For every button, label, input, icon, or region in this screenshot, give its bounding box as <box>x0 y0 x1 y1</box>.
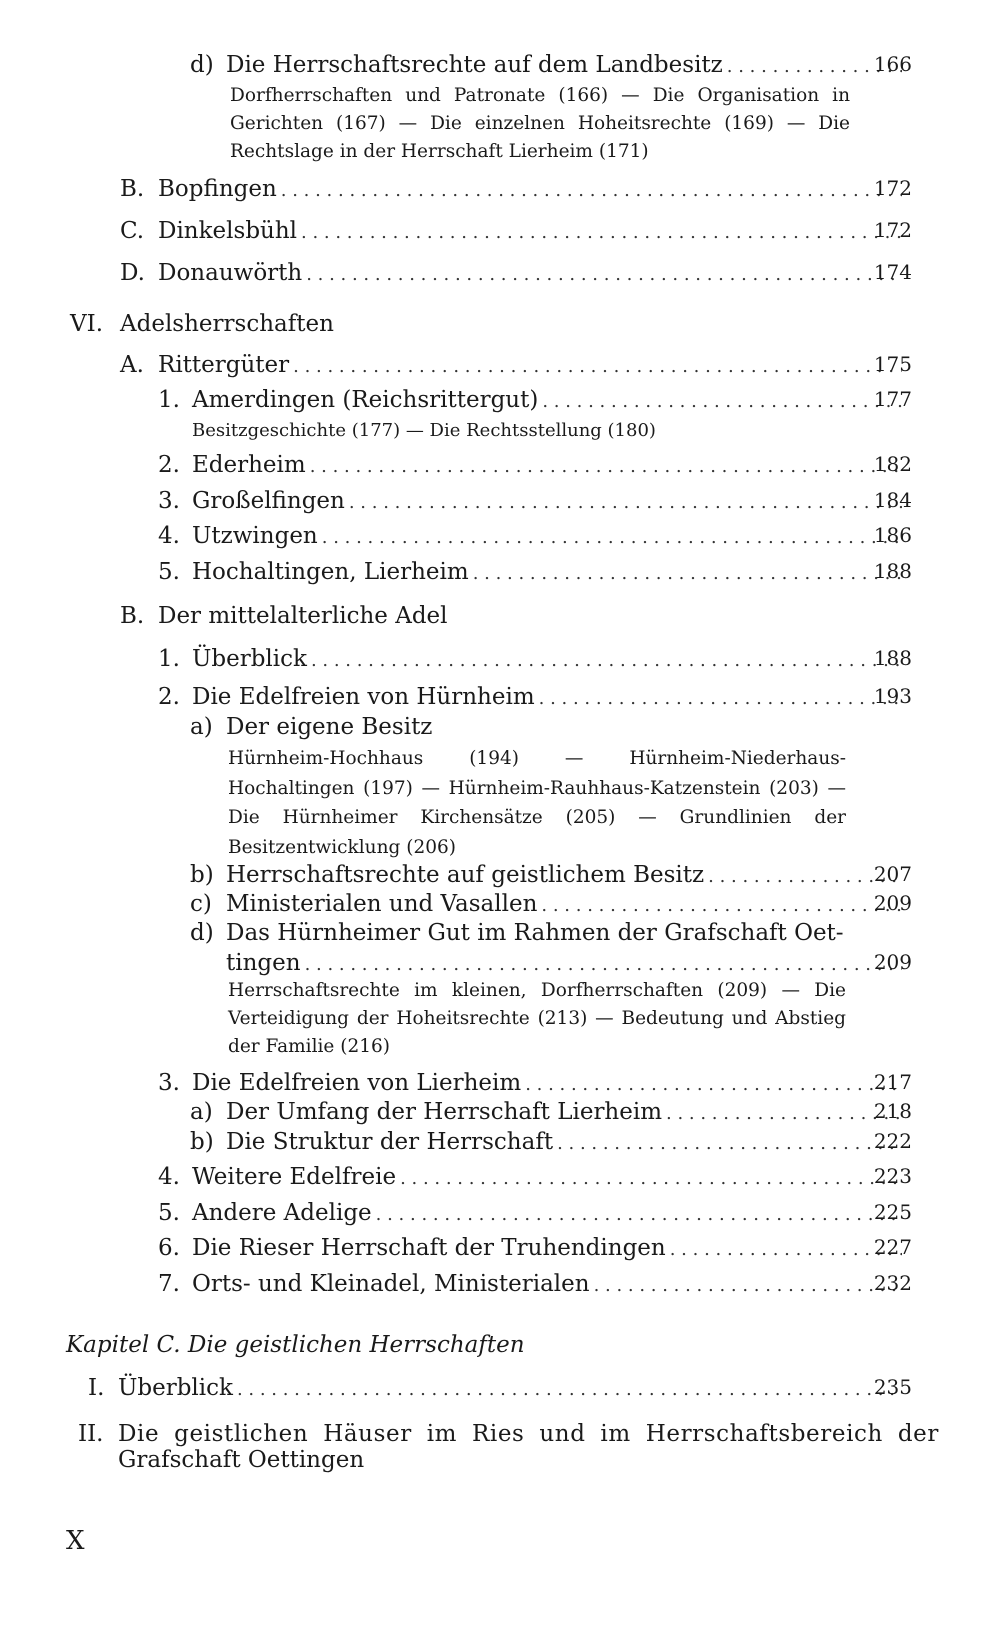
page-ref: 235 <box>873 1375 912 1399</box>
toc-entry-continuation <box>226 950 912 976</box>
leader-dots <box>594 1275 902 1296</box>
page-ref: 218 <box>873 1099 912 1123</box>
entry-label: B. <box>120 603 145 629</box>
entry-title: Die Struktur der Herrschaft <box>226 1129 554 1155</box>
section-heading <box>120 603 448 629</box>
entry-label: 7. <box>158 1271 180 1297</box>
entry-title: Weitere Edelfreie <box>192 1164 397 1190</box>
leader-dots <box>293 356 902 377</box>
entry-title: Die Edelfreien von Lierheim <box>192 1070 522 1096</box>
entry-label: II. <box>78 1421 104 1447</box>
entry-label: B. <box>120 176 145 202</box>
leader-dots <box>539 688 902 709</box>
entry-title: Ederheim <box>192 452 306 478</box>
chapter-heading: Kapitel C. Die geistlichen Herrschaften <box>66 1332 525 1358</box>
entry-title: Die Edelfreien von Hürnheim <box>192 684 535 710</box>
entry-label: d) <box>190 920 214 946</box>
entry-label: A. <box>120 352 144 378</box>
toc-entry <box>190 52 912 78</box>
entry-label: 4. <box>158 523 180 549</box>
toc-entry <box>78 1421 939 1447</box>
leader-dots <box>666 1103 902 1124</box>
entry-label: 5. <box>158 559 180 585</box>
entry-subtopics: Herrschaftsrechte im kleinen, Dorfherrschaften (209) — Die Verteidigung der Hoheitsrechte (213) — Bedeutung und Abstieg der Familie (216) <box>228 980 846 1057</box>
page-ref: 188 <box>873 646 912 670</box>
entry-label: 2. <box>158 684 180 710</box>
entry-subtopics: Besitzgeschichte (177) — Die Rechtsstellung (180) <box>192 420 656 441</box>
entry-title: Rittergüter <box>158 352 290 378</box>
entry-label: 5. <box>158 1200 180 1226</box>
entry-label: 4. <box>158 1164 180 1190</box>
entry-title: Der Umfang der Herrschaft Lierheim <box>226 1099 663 1125</box>
entry-title: Die Herrschaftsrechte auf dem Landbesitz <box>226 52 723 78</box>
entry-title: Das Hürnheimer Gut im Rahmen der Grafschaft Oet- <box>226 920 844 946</box>
entry-title: Der eigene Besitz <box>226 714 433 740</box>
leader-dots <box>541 895 902 916</box>
entry-label: a) <box>190 714 213 740</box>
page-ref: 172 <box>873 218 912 242</box>
toc-entry <box>120 218 912 244</box>
toc-entry <box>158 684 912 710</box>
toc-entry <box>190 714 432 740</box>
entry-title: Grafschaft Oettingen <box>118 1447 365 1473</box>
toc-entry <box>158 488 912 514</box>
page-ref: 217 <box>873 1070 912 1094</box>
toc-entry <box>120 352 912 378</box>
page-ref: 188 <box>873 559 912 583</box>
entry-label: 1. <box>158 646 180 672</box>
entry-title: Herrschaftsrechte auf geistlichem Besitz <box>226 862 705 888</box>
toc-entry <box>158 559 912 585</box>
page-ref: 186 <box>873 523 912 547</box>
entry-title: Großelfingen <box>192 488 345 514</box>
toc-entry <box>158 452 912 478</box>
entry-title: Orts- und Kleinadel, Ministerialen <box>192 1271 590 1297</box>
page-ref: 223 <box>873 1164 912 1188</box>
entry-title: Adelsherrschaften <box>120 311 334 337</box>
page-ref: 193 <box>873 684 912 708</box>
entry-subtopics: Hürnheim-Hochhaus (194) — Hürnheim-Niederhaus-Hochaltingen (197) — Hürnheim-Rauhhaus-Katzenstein (203) — Die Hürnheimer Kirchensätze (205) — Grundlinien der Besitzentwicklung (206) <box>228 748 846 858</box>
leader-dots <box>311 650 902 671</box>
toc-entry <box>190 862 912 888</box>
toc-entry <box>158 1235 912 1261</box>
leader-dots <box>557 1133 902 1154</box>
entry-label: c) <box>190 891 212 917</box>
leader-dots <box>376 1204 902 1225</box>
entry-label: VI. <box>70 311 104 337</box>
toc-entry <box>158 646 912 672</box>
entry-title: tingen <box>226 950 301 976</box>
entry-label: d) <box>190 52 214 78</box>
entry-title: Die geistlichen Häuser im Ries und im Herrschaftsbereich der <box>118 1421 939 1447</box>
entry-label: a) <box>190 1099 213 1125</box>
leader-dots <box>349 492 902 513</box>
entry-label: C. <box>120 218 145 244</box>
toc-entry <box>120 260 912 286</box>
leader-dots <box>310 456 902 477</box>
page-ref: 175 <box>873 352 912 376</box>
entry-title: Andere Adelige <box>192 1200 372 1226</box>
leader-dots <box>473 563 902 584</box>
entry-title: Bopfingen <box>158 176 277 202</box>
page-ref: 172 <box>873 176 912 200</box>
page-ref: 207 <box>873 862 912 886</box>
entry-title: Hochaltingen, Lierheim <box>192 559 469 585</box>
toc-entry <box>120 176 912 202</box>
page-ref: 222 <box>873 1129 912 1153</box>
toc-entry-continuation <box>118 1447 364 1473</box>
page-ref: 174 <box>873 260 912 284</box>
leader-dots <box>400 1168 902 1189</box>
section-heading <box>70 311 334 337</box>
toc-entry <box>88 1375 912 1401</box>
entry-subtopics: Dorfherrschaften und Patronate (166) — Die Organisation in Gerichten (167) — Die einzelnen Hoheitsrechte (169) — Die Rechtslage in der Herrschaft Lierheim (171) <box>230 85 850 162</box>
leader-dots <box>525 1074 902 1095</box>
entry-label: b) <box>190 862 214 888</box>
entry-title: Amerdingen (Reichsrittergut) <box>192 387 539 413</box>
entry-label: 1. <box>158 387 180 413</box>
toc-entry <box>158 523 912 549</box>
page-ref: 227 <box>873 1235 912 1259</box>
page-ref: 209 <box>873 891 912 915</box>
entry-label: 3. <box>158 1070 180 1096</box>
entry-label: 6. <box>158 1235 180 1261</box>
leader-dots <box>542 391 902 412</box>
toc-entry <box>190 1099 912 1125</box>
leader-dots <box>281 180 902 201</box>
leader-dots <box>306 264 902 285</box>
page-ref: 225 <box>873 1200 912 1224</box>
toc-entry <box>158 1164 912 1190</box>
leader-dots <box>301 222 902 243</box>
toc-entry <box>190 920 844 946</box>
leader-dots <box>237 1379 902 1400</box>
page-ref: 184 <box>873 488 912 512</box>
leader-dots <box>670 1239 902 1260</box>
toc-entry <box>190 891 912 917</box>
toc-entry <box>158 1070 912 1096</box>
entry-label: I. <box>88 1375 105 1401</box>
entry-label: D. <box>120 260 145 286</box>
toc-entry <box>158 1271 912 1297</box>
page-ref: 166 <box>873 52 912 76</box>
entry-label: 3. <box>158 488 180 514</box>
entry-title: Utzwingen <box>192 523 318 549</box>
entry-title: Ministerialen und Vasallen <box>226 891 538 917</box>
entry-label: b) <box>190 1129 214 1155</box>
entry-title: Die Rieser Herrschaft der Truhendingen <box>192 1235 666 1261</box>
page-ref: 182 <box>873 452 912 476</box>
entry-title: Überblick <box>118 1375 233 1401</box>
entry-title: Der mittelalterliche Adel <box>158 603 448 629</box>
entry-title: Überblick <box>192 646 307 672</box>
leader-dots <box>305 954 902 975</box>
leader-dots <box>322 527 902 548</box>
page-ref: 177 <box>873 387 912 411</box>
toc-entry <box>158 387 912 413</box>
page-number: X <box>66 1526 85 1556</box>
entry-title: Donauwörth <box>158 260 303 286</box>
page-ref: 232 <box>873 1271 912 1295</box>
entry-title: Dinkelsbühl <box>158 218 298 244</box>
entry-label: 2. <box>158 452 180 478</box>
toc-entry <box>158 1200 912 1226</box>
page-ref: 209 <box>873 950 912 974</box>
toc-entry <box>190 1129 912 1155</box>
